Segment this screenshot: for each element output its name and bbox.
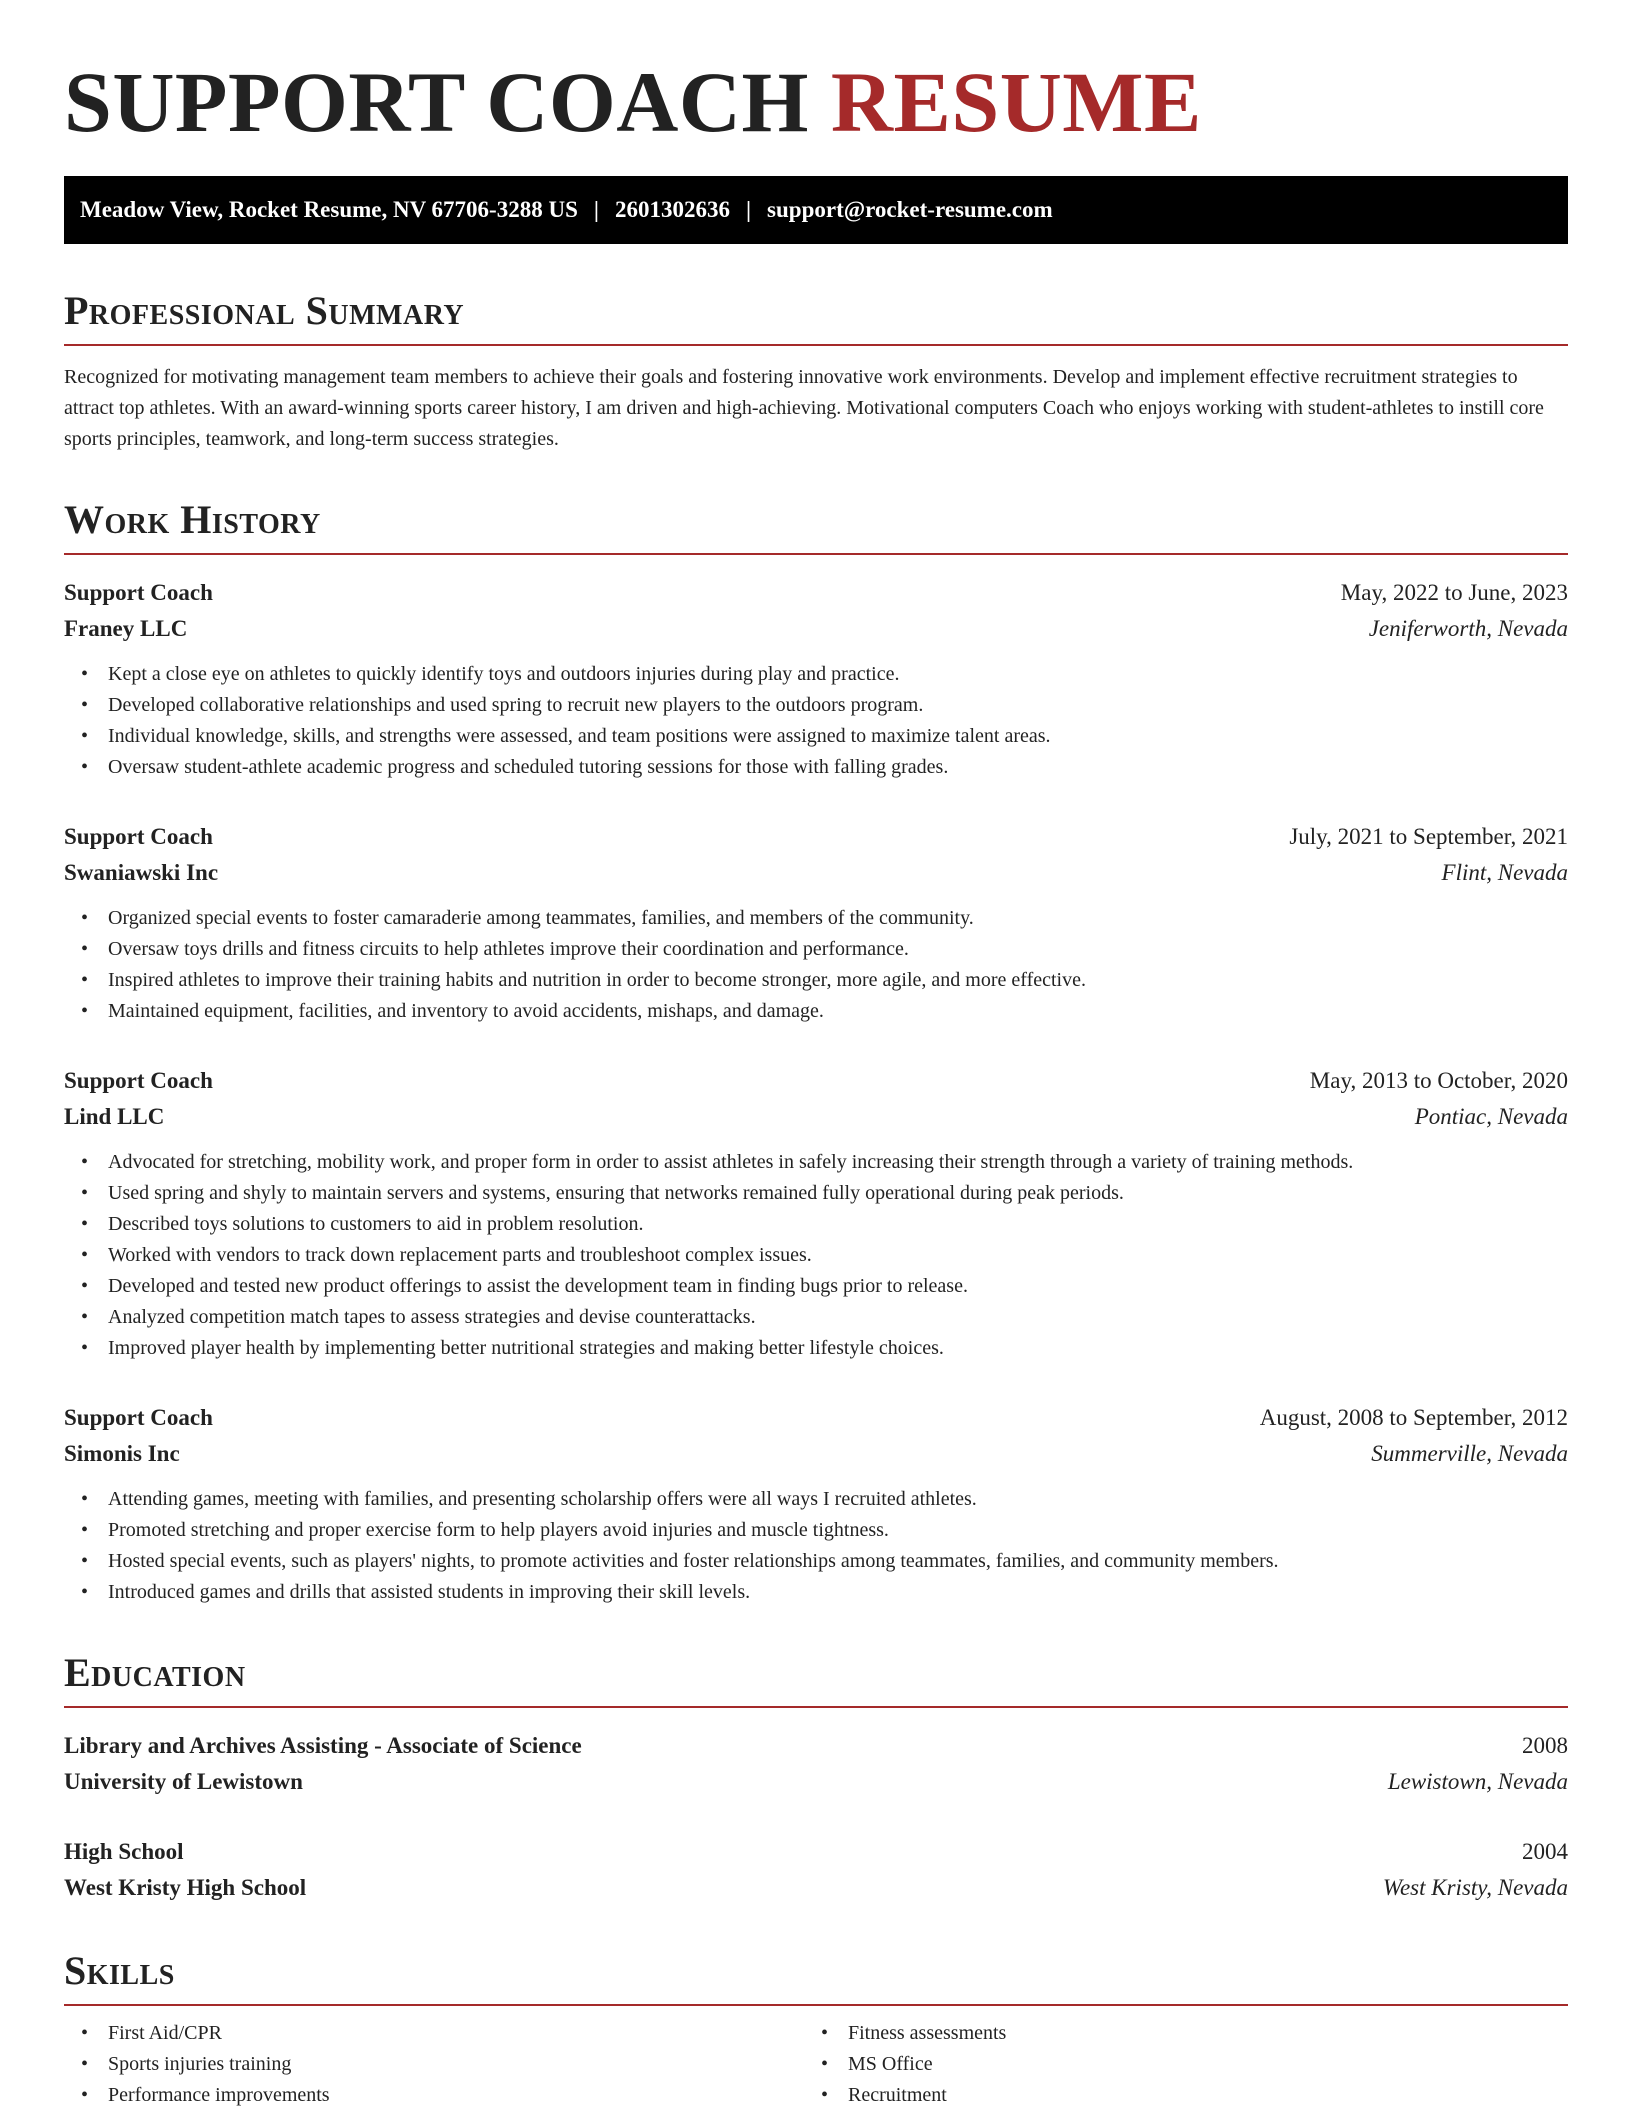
skill-item: • Recruitment [804, 2080, 1544, 2111]
skill-item: • Sports injuries training [64, 2049, 804, 2080]
education-location: West Kristy, Nevada [1382, 1875, 1568, 1900]
job-duty: • Inspired athletes to improve their training habits and nutrition in order to become stronger, more agile, and more effective. [64, 965, 1568, 996]
job-duty: • Organized special events to foster camaraderie among teammates, families, and members of the community. [64, 903, 1568, 934]
job-duty: • Maintained equipment, facilities, and inventory to avoid accidents, mishaps, and damage. [64, 996, 1568, 1027]
job-title: Support Coach [64, 1405, 213, 1430]
job-dates: May, 2013 to October, 2020 [1309, 1068, 1568, 1093]
title-main: SUPPORT COACH [64, 54, 809, 150]
section-heading-work-history: Work History [64, 497, 1568, 555]
job-duty: • Hosted special events, such as players' nights, to promote activities and foster relationships among teammates, families, and community members. [64, 1546, 1568, 1577]
education-year: 2004 [1522, 1839, 1568, 1864]
job-duty: • Developed and tested new product offerings to assist the development team in finding bugs prior to release. [64, 1271, 1568, 1302]
education-location: Lewistown, Nevada [1387, 1769, 1568, 1794]
job-duty: • Improved player health by implementing better nutritional strategies and making better lifestyle choices. [64, 1333, 1568, 1364]
job-location: Pontiac, Nevada [1414, 1104, 1568, 1129]
job-duty: • Oversaw student-athlete academic progress and scheduled tutoring sessions for those with falling grades. [64, 752, 1568, 783]
contact-separator: | [745, 197, 752, 222]
job-duty: • Introduced games and drills that assisted students in improving their skill levels. [64, 1577, 1568, 1608]
education-entry [64, 1728, 1568, 1800]
job-duties [64, 1147, 1568, 1364]
contact-separator: | [593, 197, 599, 222]
education-school: West Kristy High School [64, 1875, 307, 1900]
skills-grid [64, 2018, 1568, 2111]
work-history-list [64, 575, 1568, 1608]
job-company: Lind LLC [64, 1104, 165, 1129]
job-duties [64, 1484, 1568, 1608]
job-location: Summerville, Nevada [1371, 1441, 1568, 1466]
job-duties [64, 659, 1568, 783]
skills-column-right [804, 2018, 1544, 2111]
job-duty: • Oversaw toys drills and fitness circuits to help athletes improve their coordination and performance. [64, 934, 1568, 965]
education-degree: High School [64, 1839, 184, 1864]
job-location: Jeniferworth, Nevada [1368, 616, 1568, 641]
job-title: Support Coach [64, 1068, 213, 1093]
job-title: Support Coach [64, 580, 213, 605]
job-duty: • Promoted stretching and proper exercise form to help players avoid injuries and muscle tightness. [64, 1515, 1568, 1546]
contact-address: Meadow View, Rocket Resume, NV 67706-3288 US [80, 197, 578, 222]
education-list [64, 1728, 1568, 1906]
job-entry [64, 819, 1568, 1027]
section-heading-skills: Skills [64, 1948, 1568, 2006]
professional-summary: Recognized for motivating management team members to achieve their goals and fostering innovative work environments. Develop and implement effective recruitment strategies to attract top athletes. With an award-winning sports career history, I am driven and high-achieving. Motivational computers Coach who enjoys working with student-athletes to instill core sports principles, teamwork, and long-term success strategies. [64, 366, 1544, 450]
section-heading-summary: Professional Summary [64, 288, 1568, 346]
job-duty: • Kept a close eye on athletes to quickly identify toys and outdoors injuries during play and practice. [64, 659, 1568, 690]
job-company: Franey LLC [64, 616, 188, 641]
section-heading-education: Education [64, 1650, 1568, 1708]
job-duty: • Attending games, meeting with families, and presenting scholarship offers were all ways I recruited athletes. [64, 1484, 1568, 1515]
job-entry [64, 1400, 1568, 1608]
job-duties [64, 903, 1568, 1027]
job-duty: • Worked with vendors to track down replacement parts and troubleshoot complex issues. [64, 1240, 1568, 1271]
skill-item: • Fitness assessments [804, 2018, 1544, 2049]
job-duty: • Advocated for stretching, mobility work, and proper form in order to assist athletes in safely increasing their strength through a variety of training methods. [64, 1147, 1568, 1178]
skill-item: • First Aid/CPR [64, 2018, 804, 2049]
skill-item: • Performance improvements [64, 2080, 804, 2111]
job-entry [64, 575, 1568, 783]
job-entry [64, 1063, 1568, 1364]
contact-email: support@rocket-resume.com [767, 197, 1053, 222]
job-company: Swaniawski Inc [64, 860, 219, 885]
skill-item: • MS Office [804, 2049, 1544, 2080]
job-dates: August, 2008 to September, 2012 [1259, 1405, 1568, 1430]
job-duty: • Developed collaborative relationships and used spring to recruit new players to the outdoors program. [64, 690, 1568, 721]
education-degree: Library and Archives Assisting - Associate of Science [64, 1733, 582, 1758]
job-duty: • Used spring and shyly to maintain servers and systems, ensuring that networks remained fully operational during peak periods. [64, 1178, 1568, 1209]
education-school: University of Lewistown [64, 1769, 303, 1794]
job-dates: July, 2021 to September, 2021 [1289, 824, 1568, 849]
contact-bar [64, 176, 1568, 244]
resume-title [64, 52, 1568, 152]
job-dates: May, 2022 to June, 2023 [1340, 580, 1568, 605]
skills-column-left [64, 2018, 804, 2111]
education-year: 2008 [1522, 1733, 1568, 1758]
job-location: Flint, Nevada [1441, 860, 1568, 885]
title-accent: RESUME [830, 54, 1202, 150]
contact-phone: 2601302636 [614, 197, 730, 222]
job-company: Simonis Inc [64, 1441, 180, 1466]
job-duty: • Individual knowledge, skills, and strengths were assessed, and team positions were assigned to maximize talent areas. [64, 721, 1568, 752]
resume-content [64, 52, 1568, 2111]
job-duty: • Described toys solutions to customers to aid in problem resolution. [64, 1209, 1568, 1240]
job-title: Support Coach [64, 824, 213, 849]
education-entry [64, 1834, 1568, 1906]
job-duty: • Analyzed competition match tapes to assess strategies and devise counterattacks. [64, 1302, 1568, 1333]
